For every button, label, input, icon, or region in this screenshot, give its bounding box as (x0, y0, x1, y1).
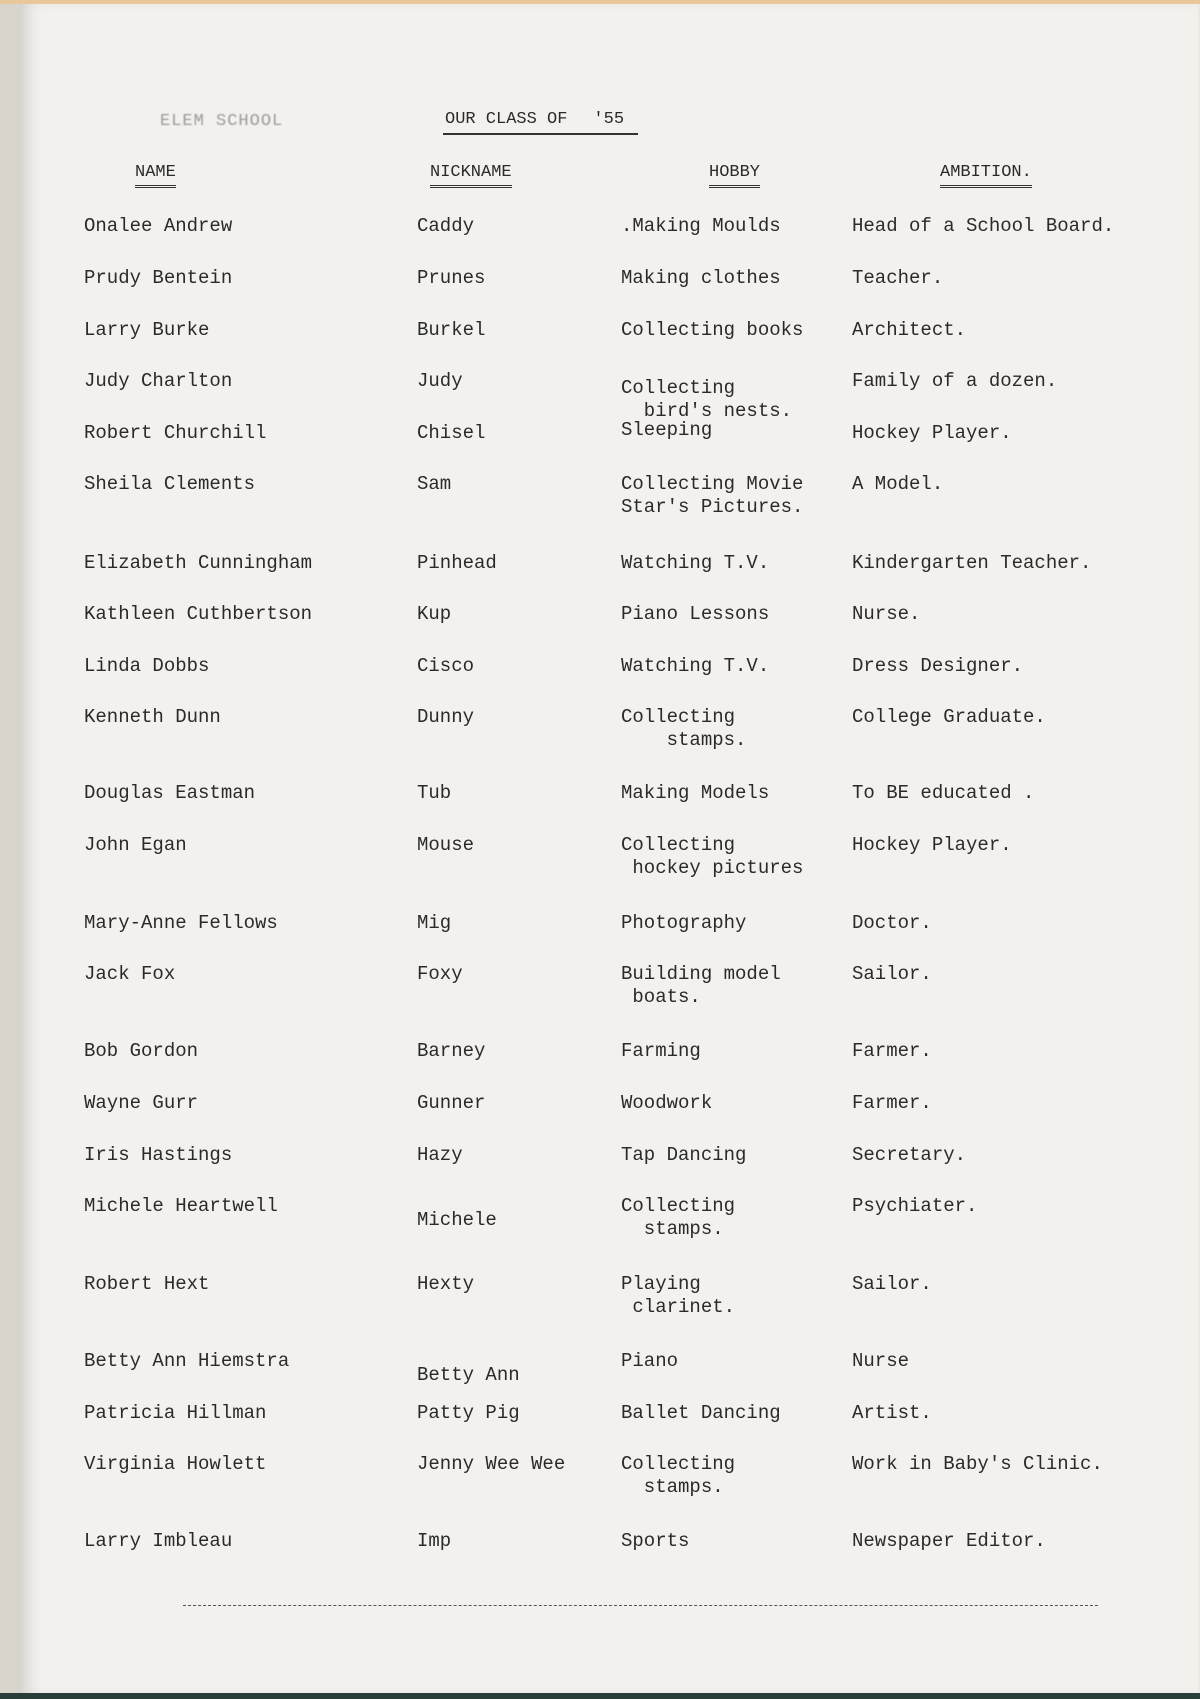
name-cell: Linda Dobbs (84, 655, 210, 677)
name-cell: Larry Burke (84, 319, 210, 341)
bottom-divider (183, 1605, 1098, 1606)
ambition-cell: Psychiater. (852, 1195, 978, 1217)
hobby-cell: Sleeping (621, 419, 713, 441)
hobby-cell: Watching T.V. (621, 552, 770, 574)
ambition-cell: Head of a School Board. (852, 215, 1115, 237)
title-text: OUR CLASS OF (445, 110, 568, 129)
title-year: '55 (593, 110, 625, 129)
nickname-cell: Foxy (417, 963, 463, 985)
name-cell: Wayne Gurr (84, 1092, 199, 1114)
title-smudge: ELEM SCHOOL (160, 112, 284, 131)
name-cell: Bob Gordon (84, 1040, 199, 1062)
nickname-cell: Dunny (417, 706, 475, 728)
hobby-cell: Watching T.V. (621, 655, 770, 677)
nickname-cell: Sam (417, 473, 452, 495)
nickname-cell: Cisco (417, 655, 475, 677)
hobby-cell: Piano (621, 1350, 679, 1372)
ambition-cell: Dress Designer. (852, 655, 1024, 677)
name-cell: Douglas Eastman (84, 782, 256, 804)
ambition-cell: Farmer. (852, 1092, 932, 1114)
hobby-cell: Making clothes (621, 267, 781, 289)
name-cell: Jack Fox (84, 963, 176, 985)
name-cell: Patricia Hillman (84, 1402, 267, 1424)
hobby-cell: Collecting hockey pictures (621, 834, 804, 879)
ambition-cell: A Model. (852, 473, 944, 495)
hobby-cell: .Making Moulds (621, 215, 781, 237)
binding-edge (0, 0, 22, 1699)
hobby-cell: Sports (621, 1530, 690, 1552)
ambition-cell: Kindergarten Teacher. (852, 552, 1092, 574)
hobby-cell: Tap Dancing (621, 1144, 747, 1166)
ambition-cell: To BE educated . (852, 782, 1035, 804)
page-title (443, 110, 638, 135)
nickname-cell: Jenny Wee Wee (417, 1453, 566, 1475)
ambition-cell: Secretary. (852, 1144, 967, 1166)
hobby-cell: Woodwork (621, 1092, 713, 1114)
hobby-cell: Playing clarinet. (621, 1273, 736, 1318)
name-cell: Kenneth Dunn (84, 706, 221, 728)
ambition-cell: Farmer. (852, 1040, 932, 1062)
nickname-cell: Gunner (417, 1092, 486, 1114)
nickname-cell: Pinhead (417, 552, 497, 574)
document-page (20, 4, 1198, 1694)
name-cell: Sheila Clements (84, 473, 256, 495)
hobby-cell: Collecting Movie Star's Pictures. (621, 473, 804, 518)
bottom-edge (0, 1693, 1200, 1699)
nickname-cell: Caddy (417, 215, 475, 237)
name-cell: Prudy Bentein (84, 267, 233, 289)
nickname-cell: Imp (417, 1530, 452, 1552)
header-ambition: AMBITION. (940, 163, 1032, 188)
nickname-cell: Mig (417, 912, 452, 934)
ambition-cell: Family of a dozen. (852, 370, 1058, 392)
hobby-cell: Collecting books (621, 319, 804, 341)
nickname-cell: Barney (417, 1040, 486, 1062)
name-cell: Michele Heartwell (84, 1195, 278, 1217)
nickname-cell: Mouse (417, 834, 475, 856)
hobby-cell: Collecting bird's nests. (621, 377, 793, 422)
hobby-cell: Piano Lessons (621, 603, 770, 625)
hobby-cell: Ballet Dancing (621, 1402, 781, 1424)
nickname-cell: Tub (417, 782, 452, 804)
nickname-cell: Hexty (417, 1273, 475, 1295)
name-cell: Judy Charlton (84, 370, 233, 392)
ambition-cell: Newspaper Editor. (852, 1530, 1046, 1552)
name-cell: Robert Churchill (84, 422, 267, 444)
name-cell: Robert Hext (84, 1273, 210, 1295)
name-cell: John Egan (84, 834, 187, 856)
name-cell: Mary-Anne Fellows (84, 912, 278, 934)
name-cell: Elizabeth Cunningham (84, 552, 313, 574)
nickname-cell: Hazy (417, 1144, 463, 1166)
name-cell: Kathleen Cuthbertson (84, 603, 313, 625)
nickname-cell: Patty Pig (417, 1402, 520, 1424)
hobby-cell: Photography (621, 912, 747, 934)
name-cell: Larry Imbleau (84, 1530, 233, 1552)
ambition-cell: Hockey Player. (852, 834, 1012, 856)
hobby-cell: Collecting stamps. (621, 706, 747, 751)
nickname-cell: Prunes (417, 267, 486, 289)
hobby-cell: Building model boats. (621, 963, 781, 1008)
header-name: NAME (135, 163, 176, 188)
nickname-cell: Michele (417, 1209, 497, 1231)
name-cell: Onalee Andrew (84, 215, 233, 237)
ambition-cell: Doctor. (852, 912, 932, 934)
name-cell: Virginia Howlett (84, 1453, 267, 1475)
header-nickname: NICKNAME (430, 163, 512, 188)
ambition-cell: College Graduate. (852, 706, 1046, 728)
hobby-cell: Making Models (621, 782, 770, 804)
ambition-cell: Hockey Player. (852, 422, 1012, 444)
ambition-cell: Work in Baby's Clinic. (852, 1453, 1103, 1475)
name-cell: Betty Ann Hiemstra (84, 1350, 290, 1372)
hobby-cell: Farming (621, 1040, 701, 1062)
nickname-cell: Chisel (417, 422, 486, 444)
ambition-cell: Nurse. (852, 603, 921, 625)
ambition-cell: Artist. (852, 1402, 932, 1424)
ambition-cell: Nurse (852, 1350, 910, 1372)
nickname-cell: Kup (417, 603, 452, 625)
hobby-cell: Collecting stamps. (621, 1195, 736, 1240)
hobby-cell: Collecting stamps. (621, 1453, 736, 1498)
name-cell: Iris Hastings (84, 1144, 233, 1166)
header-hobby: HOBBY (709, 163, 760, 188)
ambition-cell: Sailor. (852, 963, 932, 985)
ambition-cell: Sailor. (852, 1273, 932, 1295)
nickname-cell: Judy (417, 370, 463, 392)
nickname-cell: Burkel (417, 319, 486, 341)
ambition-cell: Teacher. (852, 267, 944, 289)
ambition-cell: Architect. (852, 319, 967, 341)
nickname-cell: Betty Ann (417, 1364, 520, 1386)
